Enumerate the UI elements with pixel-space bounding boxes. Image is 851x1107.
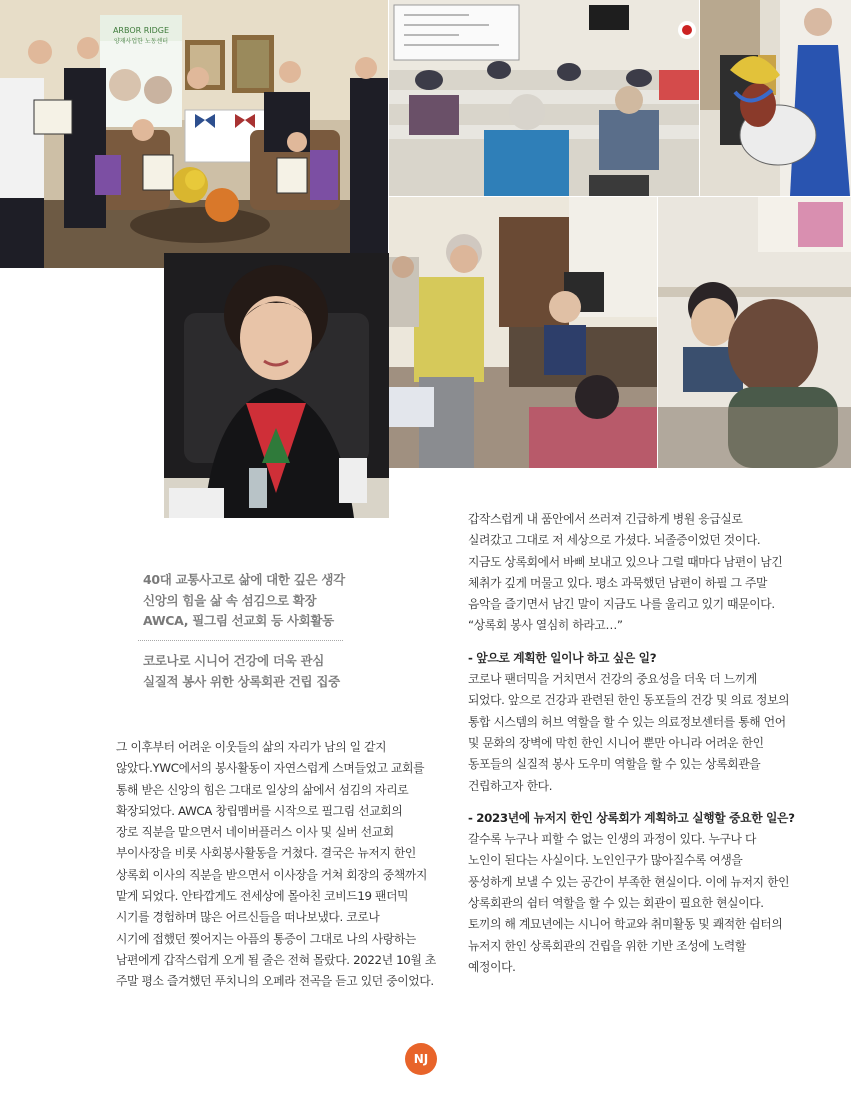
body-line: 노인이 된다는 사실이다. 노인인구가 많아질수록 여생을 [468,853,743,868]
banner-brand-text: ARBOR RIDGE [112,26,170,35]
body-line: 않았다.YWC에서의 봉사활동이 자연스럽게 스며들었고 교회를 [116,761,425,776]
body-line: 통해 받은 신앙의 힘은 그대로 일상의 삶에서 섬김의 자리로 [116,782,409,797]
body-line: 통합 시스템의 허브 역할을 할 수 있는 의료정보센터를 통해 언어 [468,714,786,729]
body-line: 남편에게 갑작스럽게 오게 될 줄은 전혀 몰랐다. 2022년 10월 초 [116,952,436,967]
drum-performance-photo [700,0,851,196]
body-line: 예정이다. [468,959,516,974]
body-line: 뉴저지 한인 상록회관의 건립을 위한 기반 조성에 노력할 [468,938,746,953]
question-heading: - 앞으로 계획한 일이나 하고 싶은 일? [468,650,657,665]
body-line: 맡게 되었다. 안타깝게도 전세상에 몰아친 코비드19 팬더믹 [116,889,409,904]
question-heading: - 2023년에 뉴저지 한인 상록회가 계획하고 실행할 중요한 일은? [468,810,795,825]
body-line: 및 문화의 장벽에 막힌 한인 시니어 뿐만 아니라 어려운 한인 [468,735,764,750]
body-line: 장로 직분을 맡으면서 네이버플러스 이사 및 실버 선교회 [116,825,394,840]
body-line: 코로나 팬더믹을 거치면서 건강의 중요성을 더욱 더 느끼게 [468,672,757,687]
counseling-photo [658,197,851,468]
pullquote-line: 실질적 봉사 위한 상록회관 건립 집중 [143,673,340,689]
award-ceremony-photo [0,0,388,268]
body-line: 건립하고자 한다. [468,778,553,793]
body-line: 되었다. 앞으로 건강과 관련된 한인 동포들의 건강 및 의료 정보의 [468,693,790,708]
body-line: 갈수록 누구나 피할 수 없는 인생의 과정이 있다. 누구나 다 [468,832,757,847]
pullquote-line: 코로나로 시니어 건강에 더욱 관심 [143,653,325,668]
body-line: 그 이후부터 어려운 이웃들의 삶의 자리가 남의 일 같지 [116,740,387,754]
body-line: 실려갔고 그대로 저 세상으로 가셨다. 뇌졸증이었던 것이다. [468,533,761,548]
body-line: 체취가 깊게 머물고 있다. 평소 과묵했던 남편이 하필 그 주말 [468,575,768,590]
body-line: 상록회관의 쉼터 역할을 할 수 있는 회관이 필요한 현실이다. [468,896,764,911]
pullquote-group-1 [143,570,348,632]
body-line: 확장되었다. AWCA 창립멤버를 시작으로 필그림 선교회의 [116,803,403,818]
body-line: 음악을 즐기면서 남긴 말이 지금도 나를 울리고 있기 때문이다. [468,597,775,612]
senior-class-photo [389,0,699,196]
body-line: 토끼의 해 계묘년에는 시니어 학교와 취미활동 및 쾌적한 쉼터의 [468,917,783,932]
portrait-photo [164,253,389,518]
body-line: 갑작스럽게 내 품안에서 쓰러져 긴급하게 병원 응급실로 [468,512,743,526]
body-line: 풍성하게 보낼 수 있는 공간이 부족한 현실이다. 이에 뉴저지 한인 [468,874,790,889]
right-column-text [468,509,813,978]
body-line: 시기를 경험하며 많은 어르신들을 떠나보냈다. 코로나 [116,910,380,925]
body-line: 부이사장을 비롯 사회봉사활동을 거쳤다. 결국은 뉴저지 한인 [116,846,416,861]
left-column-text [116,737,451,993]
body-line: 동포들의 실질적 봉사 도우미 역할을 할 수 있는 상록회관을 [468,757,761,772]
pullquote-line: 신앙의 힘을 삶 속 섬김으로 확장 [143,592,317,608]
banner-subtitle-text: 양재사업한 노동센터 [113,38,169,45]
page-badge: NJ [405,1043,437,1075]
office-consultation-photo [389,197,657,468]
pullquote-group-2 [143,651,348,692]
pullquote-divider [138,640,343,641]
pullquote-line: AWCA, 필그림 선교회 등 사회활동 [143,613,334,628]
body-line: 시기에 접했던 찢어지는 아픔의 통증이 그대로 나의 사랑하는 [116,931,416,946]
body-line: “상록회 봉사 열심히 하라고…” [468,618,623,633]
pullquote-line: 40대 교통사고로 삶에 대한 깊은 생각 [143,572,345,587]
body-line: 지금도 상록회에서 바삐 보내고 있으나 그럴 때마다 남편이 남긴 [468,554,783,569]
body-line: 주말 평소 즐겨했던 푸치니의 오페라 전곡을 듣고 있던 중이었다. [116,974,434,989]
body-line: 상록회 이사의 직분을 받으면서 이사장을 거쳐 회장의 중책까지 [116,867,427,882]
